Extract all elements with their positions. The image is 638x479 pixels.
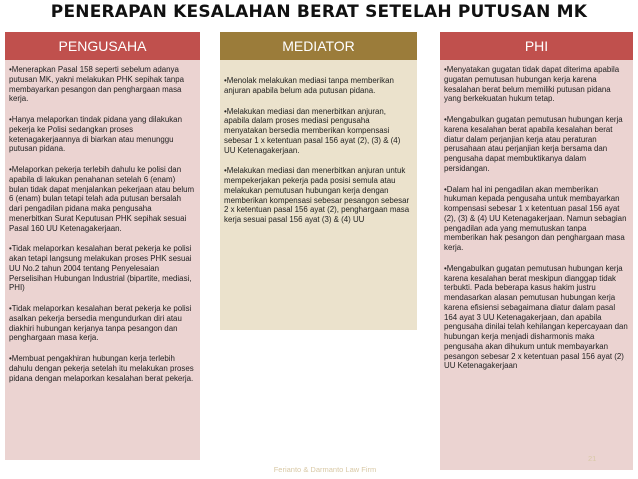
column-phi (440, 32, 633, 470)
list-item: •Tidak melaporkan kesalahan berat pekerja ke polisi akan tetapi langsung melakukan proses PHK sesuai UU No.2 tahun 2004 tentang Penyelesaian Perselisihan Hubungan Industrial (bipartite, mediasi, PHI) (9, 244, 192, 293)
list-item: •Menyatakan gugatan tidak dapat diterima apabila gugatan pemutusan hubungan kerja karena kesalahan berat belum memiliki putusan pidana yang berkekuatan hukum tetap. (444, 65, 620, 104)
list-item: •Membuat pengakhiran hubungan kerja terlebih dahulu dengan pekerja setelah itu melakukan proses pidana dengan melaporkan kesalahan berat pekerja. (9, 354, 194, 383)
footer-law-firm: Ferianto & Darmanto Law Firm (273, 465, 377, 474)
column-header-pengusaha: PENGUSAHA (5, 32, 200, 60)
column-body-mediator (220, 60, 417, 330)
list-item: •Menerapkan Pasal 158 seperti sebelum adanya putusan MK, yakni melakukan PHK sepihak tanpa membayarkan pesangon dan penghargaan masa kerja. (9, 65, 185, 104)
list-item: •Hanya melaporkan tindak pidana yang dilakukan pekerja ke Polisi sedangkan proses ketenagakerjaannya di biarkan atau menunggu putusan pidana. (9, 115, 182, 154)
column-header-mediator: MEDIATOR (220, 32, 417, 60)
list-item: •Tidak melaporkan kesalahan berat pekerja ke polisi asalkan pekerja bersedia mengundurkan diri atau diakhiri hubungan kerjanya tanpa pesangon dan penghargaan masa kerja. (9, 304, 192, 343)
page-number: 21 (588, 454, 597, 463)
column-body-pengusaha (5, 60, 200, 460)
list-item: •Menolak melakukan mediasi tanpa memberikan anjuran apabila belum ada putusan pidana. (224, 76, 394, 95)
list-item: •Melaporkan pekerja terlebih dahulu ke polisi dan apabila di lakukan penahanan setelah 6 (enam) bulan tidak dapat menjalankan pekerjaan atau belum 6 (enam) bulan tetapi telah ada putusan bersalah dari pengadilan pidana maka pengusaha menerbitkan Surat Keputusan PHK sepihak sesuai Pasal 160 UU Ketenagakerjaan. (9, 165, 195, 233)
list-item: •Dalam hal ini pengadilan akan memberikan hukuman kepada pengusaha untuk membayarkan kompensasi sebesar 1 x ketentuan pasal 156 ayat (2), (3) & (4) UU Ketenagakerjaan. Namun sebagian pengadilan ada yang memutuskan tanpa memberikan hak pesangon dan penghargaan masa kerja. (444, 184, 627, 252)
list-item: •Melakukan mediasi dan menerbitkan anjuran, apabila dalam proses mediasi pengusaha menyatakan bersedia memberikan kompensasi sebesar 1 x ketentuan pasal 156 ayat (2), (3) & (4) UU Ketenagakerjaan. (224, 106, 401, 155)
list-item: •Mengabulkan gugatan pemutusan hubungan kerja karena kesalahan berat apabila kesalahan berat diatur dalam perjanjian kerja atau peraturan perusahaan atau perjanjian kerja bersama dan pengusaha dapat membuktikanya dalam persidangan. (444, 115, 623, 173)
column-pengusaha (5, 32, 200, 460)
page-title: PENERAPAN KESALAHAN BERAT SETELAH PUTUSAN MK (50, 2, 588, 22)
column-mediator (220, 32, 417, 330)
list-item: •Melakukan mediasi dan menerbitkan anjuran untuk mempekerjakan pekerja pada posisi semula atau melakukan pemutusan hubungan kerja dengan memberikan kompensasi sebesar pesangon sebesar 2 x ketentuan pasal 156 ayat (2), penghargaan masa kerja sesuai pasal 156 ayat (3) & (4) UU (224, 166, 410, 224)
column-header-phi: PHI (440, 32, 633, 60)
column-body-phi (440, 60, 633, 470)
list-item: •Mengabulkan gugatan pemutusan hubungan kerja karena kesalahan berat meskipun dianggap tidak terbukti. Pada beberapa kasus hakim justru mendasarkan alasan pemutusan hubungan kerja karena efisiensi sebagaimana diatur dalam pasal 164 ayat 3 UU Ketenagakerjaan, dan apabila pengusaha dinilai telah kehilangan kepercayaan dan hubungan kerja menjadi disharmonis maka pengusaha akan dihukum untuk membayarkan pesangon sebesar 2 x ketentuan pasal 156 ayat (2) UU Ketenagakerjaan (444, 263, 628, 371)
